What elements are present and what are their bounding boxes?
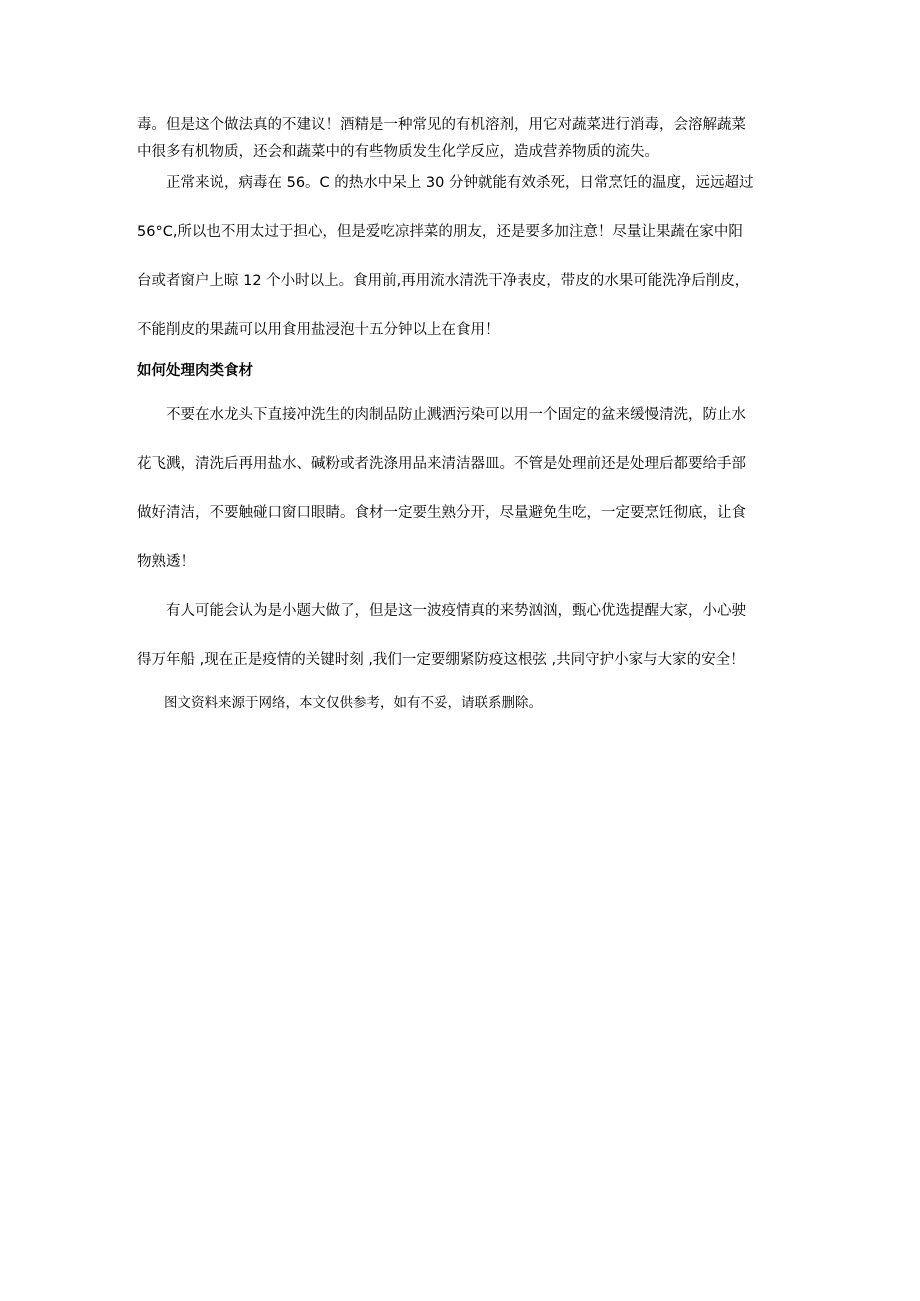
source-disclaimer: 图文资料来源于网络，本文仅供参考，如有不妥，请联系删除。 <box>164 695 542 711</box>
document-page <box>137 112 787 717</box>
paragraph-line: 有人可能会认为是小题大做了，但是这一波疫情真的来势汹汹，甄心优选提醒大家，小心驶 <box>166 603 746 619</box>
paragraph-closing <box>137 598 787 690</box>
paragraph-line: 正常来说，病毒在 56。C 的热水中呆上 30 分钟就能有效杀死，日常烹饪的温度，远远超过 <box>166 175 754 191</box>
paragraph-meat <box>137 402 787 598</box>
paragraph-line: 不要在水龙头下直接冲洗生的肉制品防止溅洒污染可以用一个固定的盆来缓慢清洗，防止水 <box>166 407 746 423</box>
paragraph-line: 中很多有机物质，还会和蔬菜中的有些物质发生化学反应，造成营养物质的流失。 <box>137 144 659 160</box>
paragraph-line: 不能削皮的果蔬可以用食用盐浸泡十五分钟以上在食用！ <box>137 322 500 338</box>
paragraph-line: 物熟透！ <box>137 554 195 570</box>
paragraph-line: 毒。但是这个做法真的不建议！酒精是一种常见的有机溶剂，用它对蔬菜进行消毒，会溶解蔬菜 <box>137 117 746 133</box>
section-heading: 如何处理肉类食材 <box>137 363 253 379</box>
paragraph-line: 得万年船 ,现在正是疫情的关键时刻 ,我们一定要绷紧防疫这根弦 ,共同守护小家与大家的安全！ <box>137 652 745 668</box>
paragraph-line: 花飞溅，清洗后再用盐水、碱粉或者洗涤用品来清洁器皿。不管是处理前还是处理后都要给手部 <box>137 456 746 472</box>
paragraph-virus <box>137 170 787 358</box>
paragraph-line: 做好清洁，不要触碰口窗口眼睛。食材一定要生熟分开，尽量避免生吃，一定要烹饪彻底，让食 <box>137 505 746 521</box>
paragraph-line: 56°C,所以也不用太过于担心，但是爱吃凉拌菜的朋友，还是要多加注意！尽量让果蔬在家中阳 <box>137 224 743 240</box>
paragraph-continuation <box>137 112 787 170</box>
paragraph-line: 台或者窗户上晾 12 个小时以上。食用前,再用流水清洗干净表皮，带皮的水果可能洗净后削皮， <box>137 273 750 289</box>
